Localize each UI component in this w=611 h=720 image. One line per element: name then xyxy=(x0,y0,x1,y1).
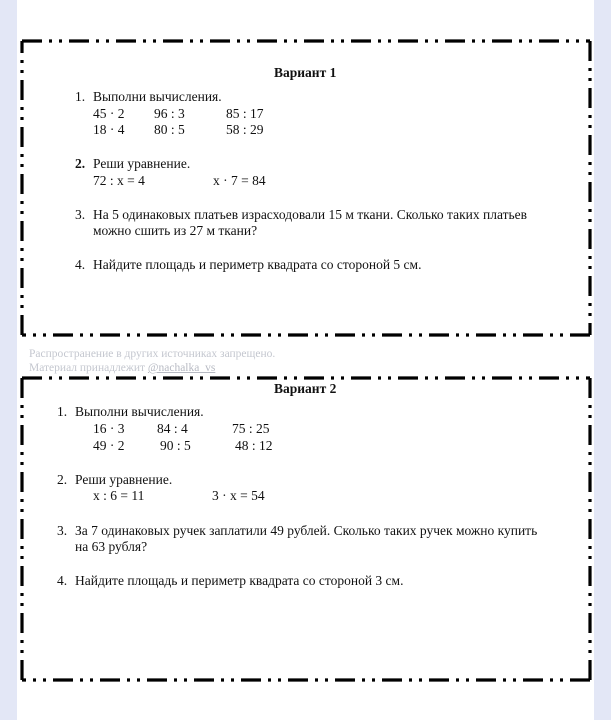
v1-task-2 xyxy=(75,156,190,172)
v2-equation-2: 3 · x = 54 xyxy=(212,488,265,503)
v1-task-4 xyxy=(75,257,421,273)
v2-task-4 xyxy=(57,573,403,589)
v1-expr-1-3: 85 : 17 xyxy=(226,106,264,121)
v2-task-1 xyxy=(57,404,204,420)
watermark-owner-label: Материал принадлежит xyxy=(29,362,148,374)
v1-task-3-line-2: можно сшить из 27 м ткани? xyxy=(93,223,258,238)
v2-task-2 xyxy=(57,472,172,488)
variant-2-title: Вариант 2 xyxy=(274,381,337,396)
task-number: 3. xyxy=(75,207,86,222)
v1-expr-2-2: 80 : 5 xyxy=(154,122,185,137)
v2-task-3-line-2: на 63 рубля? xyxy=(75,539,148,554)
task-text: Реши уравнение. xyxy=(93,156,191,171)
task-number: 4. xyxy=(75,257,86,272)
task-text: Выполни вычисления. xyxy=(93,89,222,104)
v2-task-3 xyxy=(57,523,537,539)
v1-task-1 xyxy=(75,89,222,105)
task-text-line-1: За 7 одинаковых ручек заплатили 49 рублей. Сколько таких ручек можно купить xyxy=(75,523,538,538)
v1-expr-1-1: 45 · 2 xyxy=(93,106,125,121)
task-number: 4. xyxy=(57,573,68,588)
task-text: Найдите площадь и периметр квадрата со стороной 5 см. xyxy=(93,257,422,272)
v1-task-3 xyxy=(75,207,527,223)
v1-equation-2: x · 7 = 84 xyxy=(213,173,266,188)
v2-equation-1: x : 6 = 11 xyxy=(93,488,145,503)
v2-expr-2-2: 90 : 5 xyxy=(160,438,191,453)
v1-expr-1-2: 96 : 3 xyxy=(154,106,185,121)
task-number: 3. xyxy=(57,523,68,538)
task-text: Реши уравнение. xyxy=(75,472,173,487)
watermark-handle-link[interactable]: @nachalka_vs xyxy=(147,362,216,374)
v1-expr-2-3: 58 : 29 xyxy=(226,122,264,137)
task-number: 1. xyxy=(75,89,86,104)
v2-expr-1-3: 75 : 25 xyxy=(232,421,270,436)
task-text: Найдите площадь и периметр квадрата со стороной 3 см. xyxy=(75,573,404,588)
v1-expr-2-1: 18 · 4 xyxy=(93,122,125,137)
v2-expr-1-1: 16 · 3 xyxy=(93,421,125,436)
watermark-line-2 xyxy=(29,361,215,375)
task-number: 1. xyxy=(57,404,68,419)
task-number: 2. xyxy=(57,472,68,487)
task-text-line-1: На 5 одинаковых платьев израсходовали 15 м ткани. Сколько таких платьев xyxy=(93,207,528,222)
variant-1-title: Вариант 1 xyxy=(274,65,337,80)
v2-expr-2-3: 48 : 12 xyxy=(235,438,273,453)
watermark-line-1: Распространение в других источниках запрещено. xyxy=(29,348,276,360)
v2-expr-1-2: 84 : 4 xyxy=(157,421,188,436)
task-number: 2. xyxy=(75,156,86,171)
v1-equation-1: 72 : x = 4 xyxy=(93,173,145,188)
task-text: Выполни вычисления. xyxy=(75,404,204,419)
v2-expr-2-1: 49 · 2 xyxy=(93,438,125,453)
